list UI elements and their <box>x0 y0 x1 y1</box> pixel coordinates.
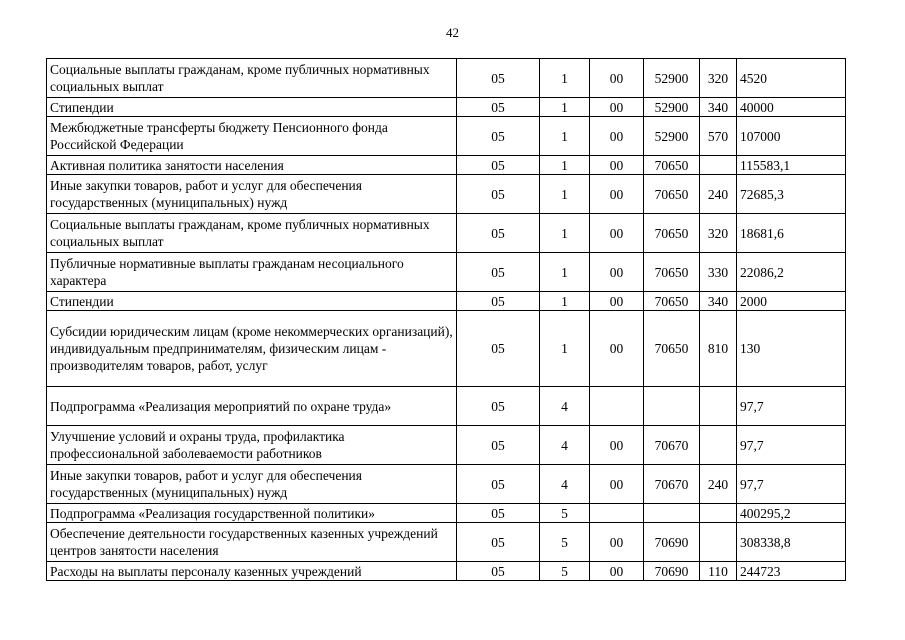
row-name: Стипендии <box>47 292 457 311</box>
subsection-code: 4 <box>540 387 590 426</box>
target-code <box>644 387 700 426</box>
subsection-code: 1 <box>540 311 590 387</box>
section-code: 05 <box>457 117 540 156</box>
section-code: 05 <box>457 426 540 465</box>
table-row <box>47 253 846 292</box>
row-name: Обеспечение деятельности государственных казенных учреждений центров занятости населения <box>47 523 457 562</box>
expense-type-code: 570 <box>700 117 737 156</box>
expense-type-code: 320 <box>700 59 737 98</box>
amount: 72685,3 <box>737 175 846 214</box>
subsection-code: 1 <box>540 253 590 292</box>
article-code: 00 <box>590 156 644 175</box>
article-code: 00 <box>590 562 644 581</box>
table-row <box>47 98 846 117</box>
row-name: Межбюджетные трансферты бюджету Пенсионного фонда Российской Федерации <box>47 117 457 156</box>
section-code: 05 <box>457 98 540 117</box>
amount: 22086,2 <box>737 253 846 292</box>
subsection-code: 1 <box>540 292 590 311</box>
article-code: 00 <box>590 98 644 117</box>
amount: 130 <box>737 311 846 387</box>
target-code: 52900 <box>644 59 700 98</box>
table-row <box>47 426 846 465</box>
expense-type-code <box>700 426 737 465</box>
article-code <box>590 504 644 523</box>
article-code <box>590 387 644 426</box>
page-number: 42 <box>446 25 459 40</box>
amount: 400295,2 <box>737 504 846 523</box>
article-code: 00 <box>590 465 644 504</box>
subsection-code: 1 <box>540 59 590 98</box>
table-row <box>47 504 846 523</box>
expense-type-code: 240 <box>700 175 737 214</box>
table-row <box>47 117 846 156</box>
section-code: 05 <box>457 59 540 98</box>
target-code: 70650 <box>644 292 700 311</box>
target-code: 70670 <box>644 465 700 504</box>
row-name: Иные закупки товаров, работ и услуг для обеспечения государственных (муниципальных) нужд <box>47 175 457 214</box>
section-code: 05 <box>457 465 540 504</box>
table-row <box>47 214 846 253</box>
row-name: Иные закупки товаров, работ и услуг для обеспечения государственных (муниципальных) нужд <box>47 465 457 504</box>
amount: 115583,1 <box>737 156 846 175</box>
target-code: 70650 <box>644 311 700 387</box>
subsection-code: 5 <box>540 523 590 562</box>
subsection-code: 4 <box>540 465 590 504</box>
subsection-code: 1 <box>540 214 590 253</box>
subsection-code: 1 <box>540 175 590 214</box>
amount: 4520 <box>737 59 846 98</box>
section-code: 05 <box>457 504 540 523</box>
expense-type-code: 340 <box>700 292 737 311</box>
amount: 308338,8 <box>737 523 846 562</box>
target-code: 70650 <box>644 253 700 292</box>
expense-type-code <box>700 504 737 523</box>
row-name: Социальные выплаты гражданам, кроме публичных нормативных социальных выплат <box>47 214 457 253</box>
expense-type-code <box>700 387 737 426</box>
article-code: 00 <box>590 311 644 387</box>
expense-type-code: 110 <box>700 562 737 581</box>
row-name: Расходы на выплаты персоналу казенных учреждений <box>47 562 457 581</box>
expense-type-code: 240 <box>700 465 737 504</box>
section-code: 05 <box>457 292 540 311</box>
table-row <box>47 387 846 426</box>
row-name: Активная политика занятости населения <box>47 156 457 175</box>
table-row <box>47 292 846 311</box>
target-code: 70650 <box>644 175 700 214</box>
article-code: 00 <box>590 117 644 156</box>
article-code: 00 <box>590 175 644 214</box>
subsection-code: 5 <box>540 562 590 581</box>
subsection-code: 1 <box>540 98 590 117</box>
row-name: Подпрограмма «Реализация государственной политики» <box>47 504 457 523</box>
amount: 2000 <box>737 292 846 311</box>
target-code <box>644 504 700 523</box>
table-row <box>47 175 846 214</box>
article-code: 00 <box>590 292 644 311</box>
row-name: Улучшение условий и охраны труда, профилактика профессиональной заболеваемости работников <box>47 426 457 465</box>
target-code: 52900 <box>644 98 700 117</box>
target-code: 70690 <box>644 523 700 562</box>
section-code: 05 <box>457 175 540 214</box>
table-row <box>47 465 846 504</box>
subsection-code: 1 <box>540 117 590 156</box>
expense-type-code: 810 <box>700 311 737 387</box>
target-code: 70650 <box>644 156 700 175</box>
amount: 97,7 <box>737 387 846 426</box>
subsection-code: 1 <box>540 156 590 175</box>
subsection-code: 5 <box>540 504 590 523</box>
table-row <box>47 156 846 175</box>
section-code: 05 <box>457 562 540 581</box>
article-code: 00 <box>590 59 644 98</box>
row-name: Подпрограмма «Реализация мероприятий по охране труда» <box>47 387 457 426</box>
budget-table <box>46 58 846 581</box>
expense-type-code: 320 <box>700 214 737 253</box>
subsection-code: 4 <box>540 426 590 465</box>
row-name: Публичные нормативные выплаты гражданам несоциального характера <box>47 253 457 292</box>
target-code: 52900 <box>644 117 700 156</box>
table-row <box>47 523 846 562</box>
table-row <box>47 562 846 581</box>
target-code: 70650 <box>644 214 700 253</box>
article-code: 00 <box>590 253 644 292</box>
section-code: 05 <box>457 253 540 292</box>
expense-type-code <box>700 523 737 562</box>
expense-type-code: 340 <box>700 98 737 117</box>
row-name: Социальные выплаты гражданам, кроме публичных нормативных социальных выплат <box>47 59 457 98</box>
section-code: 05 <box>457 156 540 175</box>
amount: 97,7 <box>737 426 846 465</box>
article-code: 00 <box>590 523 644 562</box>
table-row <box>47 59 846 98</box>
row-name: Субсидии юридическим лицам (кроме некоммерческих организаций), индивидуальным предпринимателям, физическим лицам - производителям товаров, работ, услуг <box>47 311 457 387</box>
amount: 244723 <box>737 562 846 581</box>
amount: 40000 <box>737 98 846 117</box>
section-code: 05 <box>457 214 540 253</box>
row-name: Стипендии <box>47 98 457 117</box>
target-code: 70690 <box>644 562 700 581</box>
article-code: 00 <box>590 214 644 253</box>
section-code: 05 <box>457 387 540 426</box>
target-code: 70670 <box>644 426 700 465</box>
amount: 97,7 <box>737 465 846 504</box>
section-code: 05 <box>457 523 540 562</box>
amount: 107000 <box>737 117 846 156</box>
expense-type-code: 330 <box>700 253 737 292</box>
amount: 18681,6 <box>737 214 846 253</box>
section-code: 05 <box>457 311 540 387</box>
expense-type-code <box>700 156 737 175</box>
article-code: 00 <box>590 426 644 465</box>
table-row <box>47 311 846 387</box>
